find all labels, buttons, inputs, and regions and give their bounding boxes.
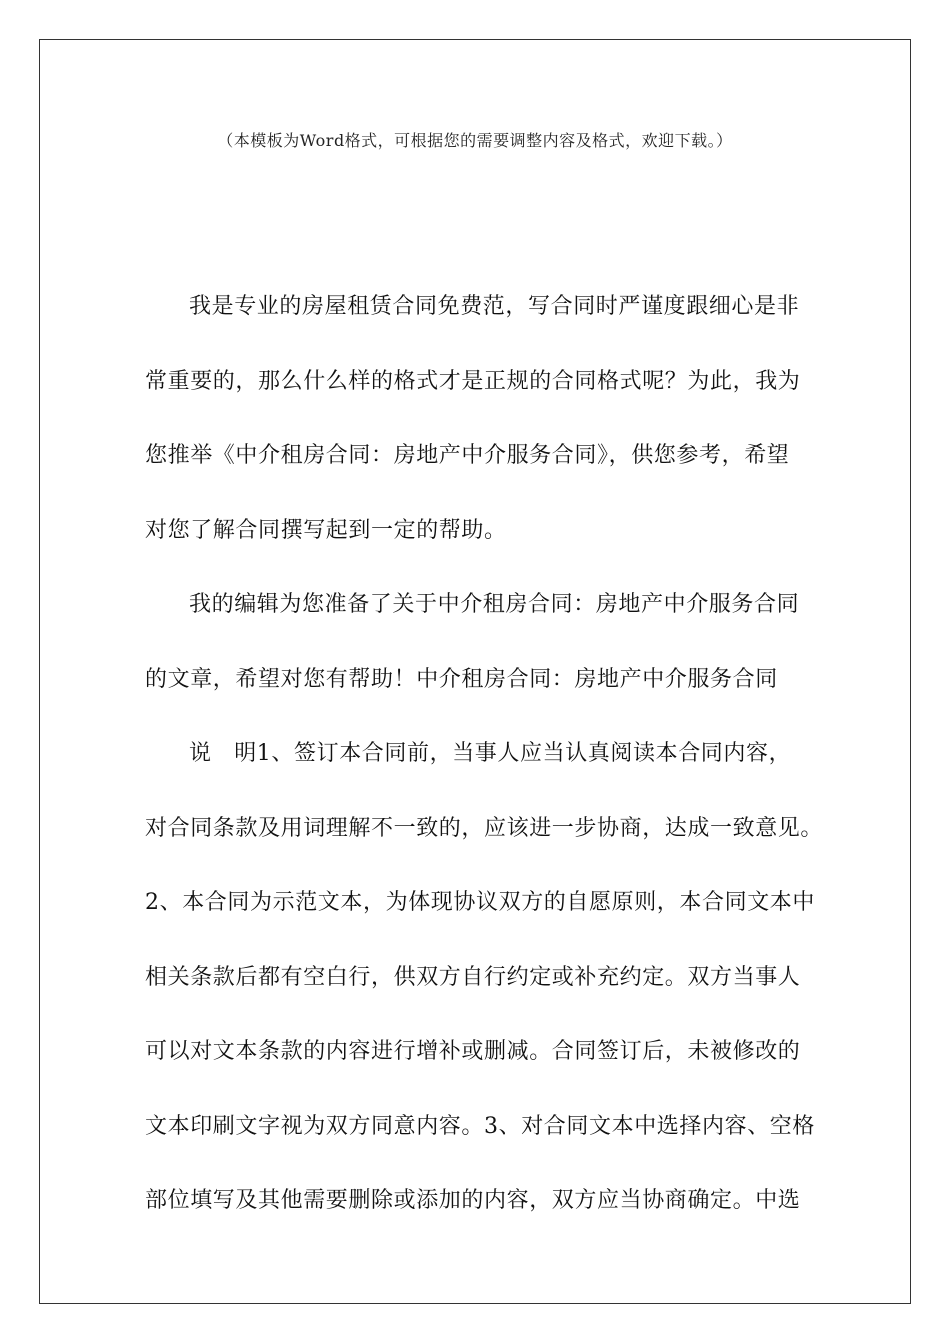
paragraph-3-line-7: 部位填写及其他需要删除或添加的内容，双方应当协商确定。中选 — [145, 1188, 801, 1213]
paragraph-1-line-2: 常重要的，那么什么样的格式才是正规的合同格式呢？为此，我为 — [145, 368, 801, 394]
paragraph-1-line-4: 对您了解合同撰写起到一定的帮助。 — [145, 517, 507, 543]
paragraph-3-line-4: 相关条款后都有空白行，供双方自行约定或补充约定。双方当事人 — [145, 964, 801, 990]
paragraph-3-line-5: 可以对文本条款的内容进行增补或删减。合同签订后，未被修改的 — [145, 1039, 801, 1064]
template-note: （本模板为Word格式，可根据您的需要调整内容及格式，欢迎下载。） — [217, 131, 733, 150]
paragraph-2-line-1: 我的编辑为您准备了关于中介租房合同：房地产中介服务合同 — [189, 592, 800, 617]
document-body — [145, 270, 824, 1239]
paragraph-3-line-3: 2、本合同为示范文本，为体现协议双方的自愿原则，本合同文本中 — [145, 890, 815, 915]
paragraph-1-line-1: 我是专业的房屋租赁合同免费范，写合同时严谨度跟细心是非 — [189, 294, 800, 319]
paragraph-3-line-1: 说 明1、签订本合同前，当事人应当认真阅读本合同内容， — [189, 741, 792, 766]
paragraph-3-line-2: 对合同条款及用词理解不一致的，应该进一步协商，达成一致意见。 — [145, 815, 824, 841]
paragraph-1-line-3: 您推举《中介租房合同：房地产中介服务合同》，供您参考，希望 — [145, 443, 790, 468]
paragraph-2-line-2: 的文章，希望对您有帮助！中介租房合同：房地产中介服务合同 — [145, 666, 778, 692]
paragraph-3-line-6: 文本印刷文字视为双方同意内容。3、对合同文本中选择内容、空格 — [145, 1113, 815, 1139]
